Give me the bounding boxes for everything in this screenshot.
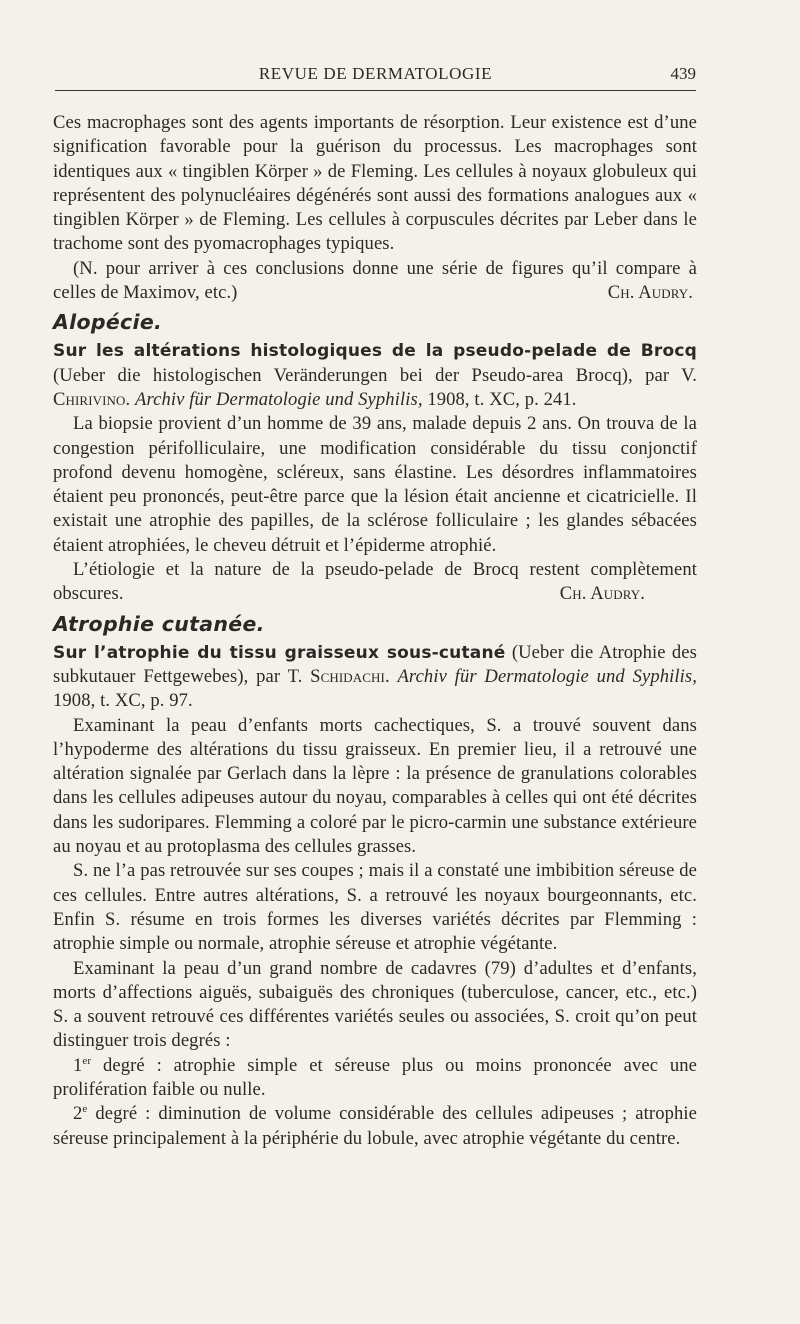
journal-title: REVUE DE DERMATOLOGIE xyxy=(258,64,493,83)
degree-text: degré : atrophie simple et séreuse plus ou moins prononcée avec une prolifération faible ou nulle. xyxy=(53,1054,698,1100)
journal-name: Archiv für Dermatologie und Syphilis, xyxy=(397,665,697,687)
journal-name: Archiv für Dermatologie und Syphilis, xyxy=(135,388,423,410)
signature: Ch. Audry. xyxy=(559,583,645,605)
paragraph-cadavres: Examinant la peau d’un grand nombre de cadavres (79) d’adultes et d’enfants, morts d’affections aiguës, subaiguës des chroniques (tuberculose, cancer, etc., etc.) S. a souvent retrouvé ces différentes variétés seules ou associées, S. croit qu’on peut distinguer trois degrés : xyxy=(53,957,697,1052)
article-reference xyxy=(53,641,697,714)
paragraph-degre-2 xyxy=(53,1102,697,1151)
page-number: 439 xyxy=(670,64,696,83)
paragraph-imbibition: S. ne l’a pas retrouvée sur ses coupes ; mais il a constaté une imbibition séreuse de ces cellules. Entre autres altérations, S. a retrouvé les noyaux bourgeonnants, etc. Enfin S. résume en trois formes les diverses variétés décrites par Flemming : atrophie simple ou normale, atrophie séreuse et atrophie végétante. xyxy=(53,860,697,955)
article-title: Sur les altérations histologiques de la pseudo-pelade de Brocq xyxy=(53,341,697,362)
article-reference xyxy=(53,339,697,412)
reference-details: 1908, t. XC, p. 97. xyxy=(53,690,193,712)
paragraph-degre-1 xyxy=(53,1054,697,1103)
paragraph-macrophages: Ces macrophages sont des agents importants de résorption. Leur existence est d’une signification favorable pour la guérison du processus. Les macrophages sont identiques aux « tingiblen Körper » de Fleming. Les cellules à noyaux globuleux qui représentent des polynucléaires dégénérés sont aussi des formations analogues aux « tingiblen Körper » de Fleming. Les cellules à corpuscules décrites par Leber dans le trachome sont des pyomacrophages typiques. xyxy=(53,112,697,255)
degree-ordinal: er xyxy=(82,1054,92,1067)
degree-number: 1 xyxy=(73,1054,83,1076)
degree-ordinal: e xyxy=(82,1103,88,1116)
running-header xyxy=(55,60,696,91)
degree-text: degré : diminution de volume considérable des cellules adipeuses ; atrophie séreuse principalement à la périphérie du lobule, avec atrophie végétante du centre. xyxy=(53,1103,697,1149)
note-text: (N. pour arriver à ces conclusions donne une série de figures qu’il compare à celles de Maximov, etc.) xyxy=(53,257,697,304)
signature: Ch. Audry. xyxy=(607,282,693,304)
reference-text: (Ueber die histologischen Veränderungen bei der Pseudo-area Brocq), par V. xyxy=(53,364,697,386)
paragraph-text: L’étiologie et la nature de la pseudo-pelade de Brocq restent complètement obscures. xyxy=(53,559,697,605)
reference-details: 1908, t. XC, p. 241. xyxy=(427,388,577,410)
section-heading-alopecie: Alopécie. xyxy=(53,310,163,335)
body-text xyxy=(53,111,697,1151)
reference-text: (Ueber die Atrophie des subkutauer Fettgewebes), par T. xyxy=(53,641,697,687)
paragraph-examinant: Examinant la peau d’enfants morts cachectiques, S. a trouvé souvent dans l’hypoderme des altérations du tissu graisseux. En premier lieu, il a retrouvé une altération signalée par Gerlach dans la lèpre : la présence de granulations colorables dans les cellules adipeuses autour du noyau, comparables à celles qui ont été décrites dans les sudoripares. Flemming a coloré par le picro-carmin une substance extérieure au noyau et au protoplasma des cellules grasses. xyxy=(53,714,697,858)
paragraph-etiologie xyxy=(53,558,697,607)
paragraph-note xyxy=(53,257,697,306)
section-heading-atrophie: Atrophie cutanée. xyxy=(53,611,265,636)
paragraph-biopsie: La biopsie provient d’un homme de 39 ans, malade depuis 2 ans. On trouva de la congestion périfolliculaire, une modification considérable du tissu conjonctif profond devenu homogène, scléreux, sans élastine. Les désordres inflammatoires étaient peu prononcés, peut-être parce que la lésion était ancienne et cicatricielle. Il existait une atrophie des papilles, de la sclérose folliculaire ; les glandes sébacées étaient atrophiées, le cheveu détruit et l’épiderme atrophié. xyxy=(53,413,697,556)
degree-number: 2 xyxy=(73,1103,83,1125)
author-name: Chirivino. xyxy=(53,388,131,410)
author-name: Schidachi. xyxy=(310,665,390,687)
article-title: Sur l’atrophie du tissu graisseux sous-cutané xyxy=(53,642,506,663)
